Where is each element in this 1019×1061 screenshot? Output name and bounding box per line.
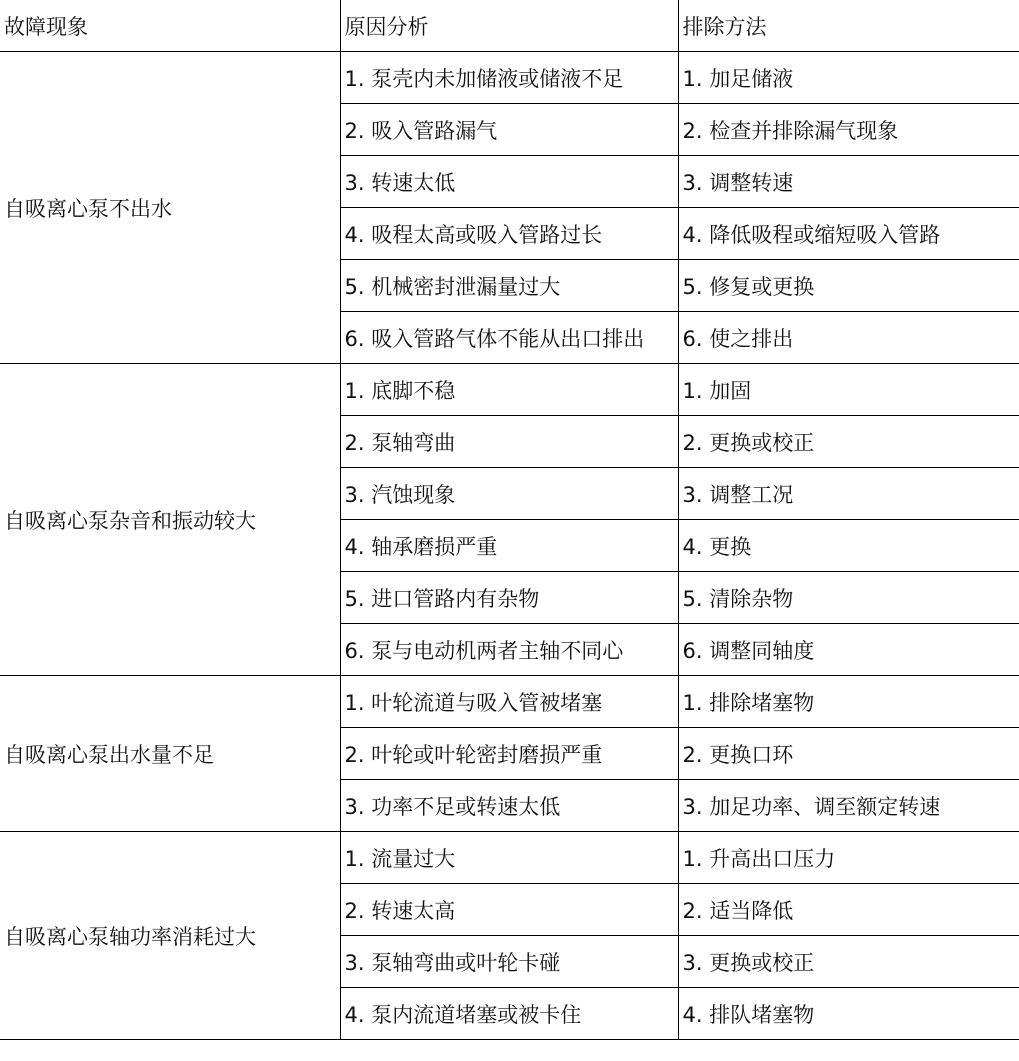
fix-cell: 6. 调整同轴度 xyxy=(678,624,1019,676)
cause-cell: 2. 泵轴弯曲 xyxy=(340,416,678,468)
cause-cell: 4. 泵内流道堵塞或被卡住 xyxy=(340,988,678,1040)
cause-cell: 3. 转速太低 xyxy=(340,156,678,208)
fix-cell: 3. 加足功率、调至额定转速 xyxy=(678,780,1019,832)
cause-cell: 2. 吸入管路漏气 xyxy=(340,104,678,156)
fix-cell: 3. 调整工况 xyxy=(678,468,1019,520)
fix-cell: 2. 更换或校正 xyxy=(678,416,1019,468)
header-row xyxy=(0,0,1019,52)
fix-cell: 1. 排除堵塞物 xyxy=(678,676,1019,728)
fix-cell: 5. 清除杂物 xyxy=(678,572,1019,624)
cause-cell: 3. 功率不足或转速太低 xyxy=(340,780,678,832)
cause-cell: 1. 叶轮流道与吸入管被堵塞 xyxy=(340,676,678,728)
cause-cell: 6. 泵与电动机两者主轴不同心 xyxy=(340,624,678,676)
fix-cell: 3. 更换或校正 xyxy=(678,936,1019,988)
fix-cell: 4. 排队堵塞物 xyxy=(678,988,1019,1040)
fix-cell: 6. 使之排出 xyxy=(678,312,1019,364)
symptom-cell: 自吸离心泵杂音和振动较大 xyxy=(0,364,340,676)
cause-cell: 6. 吸入管路气体不能从出口排出 xyxy=(340,312,678,364)
table-row xyxy=(0,52,1019,104)
fix-cell: 2. 适当降低 xyxy=(678,884,1019,936)
cause-cell: 2. 转速太高 xyxy=(340,884,678,936)
cause-cell: 5. 机械密封泄漏量过大 xyxy=(340,260,678,312)
fix-cell: 2. 更换口环 xyxy=(678,728,1019,780)
table-row xyxy=(0,364,1019,416)
fix-cell: 5. 修复或更换 xyxy=(678,260,1019,312)
fix-cell: 1. 升高出口压力 xyxy=(678,832,1019,884)
fix-cell: 4. 更换 xyxy=(678,520,1019,572)
cause-cell: 1. 流量过大 xyxy=(340,832,678,884)
cause-cell: 3. 泵轴弯曲或叶轮卡碰 xyxy=(340,936,678,988)
fix-cell: 1. 加足储液 xyxy=(678,52,1019,104)
fix-cell: 3. 调整转速 xyxy=(678,156,1019,208)
cause-cell: 1. 泵壳内未加储液或储液不足 xyxy=(340,52,678,104)
cause-cell: 1. 底脚不稳 xyxy=(340,364,678,416)
cause-cell: 4. 吸程太高或吸入管路过长 xyxy=(340,208,678,260)
cause-cell: 5. 进口管路内有杂物 xyxy=(340,572,678,624)
fix-cell: 2. 检查并排除漏气现象 xyxy=(678,104,1019,156)
symptom-cell: 自吸离心泵出水量不足 xyxy=(0,676,340,832)
header-cause: 原因分析 xyxy=(340,0,678,52)
header-symptom: 故障现象 xyxy=(0,0,340,52)
cause-cell: 2. 叶轮或叶轮密封磨损严重 xyxy=(340,728,678,780)
cause-cell: 3. 汽蚀现象 xyxy=(340,468,678,520)
fix-cell: 4. 降低吸程或缩短吸入管路 xyxy=(678,208,1019,260)
symptom-cell: 自吸离心泵轴功率消耗过大 xyxy=(0,832,340,1040)
table-row xyxy=(0,676,1019,728)
header-fix: 排除方法 xyxy=(678,0,1019,52)
symptom-cell: 自吸离心泵不出水 xyxy=(0,52,340,364)
fix-cell: 1. 加固 xyxy=(678,364,1019,416)
cause-cell: 4. 轴承磨损严重 xyxy=(340,520,678,572)
table-row xyxy=(0,832,1019,884)
